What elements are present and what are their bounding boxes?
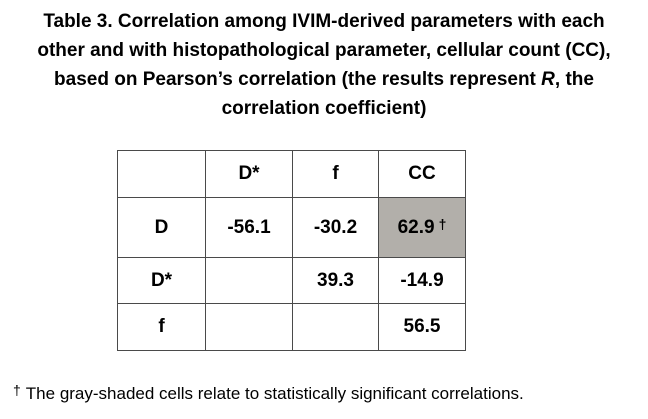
cell-dstar-cc: -14.9: [379, 258, 466, 304]
col-header-f: f: [293, 151, 379, 198]
cell-dstar-f: 39.3: [293, 258, 379, 304]
caption-line-1: Table 3. Correlation among IVIM-derived parameters with each: [43, 11, 605, 32]
cell-f-dstar: [206, 304, 293, 351]
table-row-f: [118, 304, 466, 351]
col-header-dstar: D*: [206, 151, 293, 198]
cell-f-f: [293, 304, 379, 351]
cell-d-f: -30.2: [293, 198, 379, 258]
corner-cell: [118, 151, 206, 198]
cell-d-cc: [379, 198, 466, 258]
footnote-text: The gray-shaded cells relate to statistically significant correlations.: [25, 384, 524, 403]
caption-line-3: [0, 65, 648, 94]
caption-line-3-post: , the: [554, 69, 594, 90]
table-header-row: [118, 151, 466, 198]
row-header-dstar: D*: [118, 258, 206, 304]
row-header-d: D: [118, 198, 206, 258]
row-header-f: f: [118, 304, 206, 351]
cell-d-cc-value: 62.9: [397, 217, 435, 238]
caption-line-4: correlation coefficient): [221, 98, 427, 119]
caption-italic-r: R: [535, 69, 555, 90]
caption-line-3-pre: based on Pearson’s correlation (the results represent: [54, 69, 536, 90]
table-footnote: [13, 382, 524, 404]
table-caption: [0, 7, 648, 123]
cell-d-dstar: -56.1: [206, 198, 293, 258]
correlation-table: [117, 150, 466, 351]
cell-f-cc: 56.5: [379, 304, 466, 351]
table-row-d: [118, 198, 466, 258]
col-header-cc: CC: [379, 151, 466, 198]
dagger-icon: †: [438, 216, 447, 232]
table-row-dstar: [118, 258, 466, 304]
footnote-dagger-icon: †: [13, 382, 21, 398]
caption-line-2: other and with histopathological parameter, cellular count (CC),: [37, 40, 611, 61]
cell-dstar-dstar: [206, 258, 293, 304]
